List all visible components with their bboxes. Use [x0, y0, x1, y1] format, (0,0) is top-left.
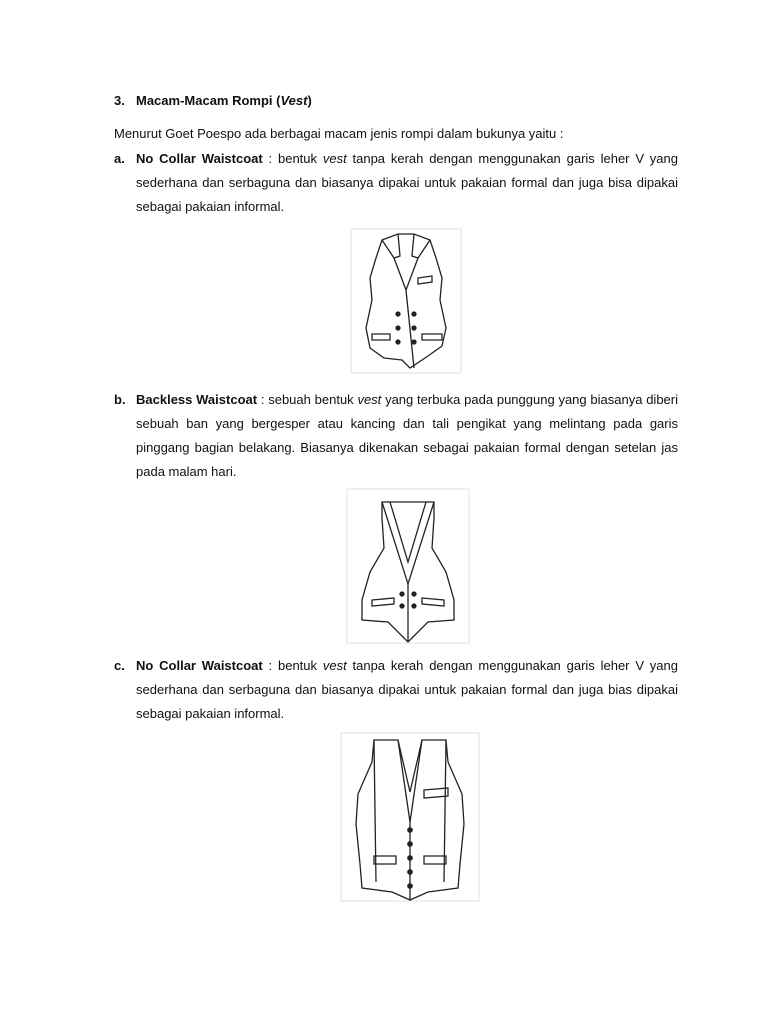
list-item-text	[136, 388, 678, 484]
list-marker: c.	[114, 658, 125, 673]
item-italic: vest	[357, 392, 382, 407]
item-term: Backless Waistcoat	[136, 392, 258, 407]
item-term: No Collar Waistcoat	[136, 658, 263, 673]
section-number: 3.	[114, 93, 125, 108]
item-rest: yang terbuka pada punggung yang biasanya diberi sebuah ban yang bergesper atau kancing dan tali pengikat yang melintang pada garis pinggang bagian belakang. Biasanya dikenakan sebagai pakaian formal dengan setelan jas pada malam hari.	[136, 392, 678, 479]
list-item-b	[114, 388, 678, 484]
item-italic: vest	[322, 658, 347, 673]
item-sep: : bentuk	[262, 658, 323, 673]
list-item-a	[114, 147, 678, 219]
item-rest: tanpa kerah dengan menggunakan garis leher V yang sederhana dan serbaguna dan biasanya dipakai untuk pakaian formal dan juga bias dipakai sebagai pakaian informal.	[136, 658, 679, 721]
section-title-start: Macam-Macam Rompi (	[136, 93, 281, 108]
list-item-text	[136, 147, 678, 219]
vest-backless-illustration	[346, 488, 470, 644]
list-marker: a.	[114, 151, 125, 166]
section-heading	[114, 93, 312, 108]
list-item-c	[114, 654, 678, 726]
item-term: No Collar Waistcoat	[136, 151, 263, 166]
section-title-italic: Vest	[280, 93, 308, 108]
intro-paragraph: Menurut Goet Poespo ada berbagai macam jenis rompi dalam bukunya yaitu :	[114, 126, 564, 141]
vest-lapel-double-breasted-illustration	[350, 228, 462, 374]
item-sep: : bentuk	[262, 151, 323, 166]
vest-single-breasted-illustration	[340, 732, 480, 902]
list-item-text	[136, 654, 678, 726]
item-sep: : sebuah bentuk	[257, 392, 358, 407]
item-rest: tanpa kerah dengan menggunakan garis leher V yang sederhana dan serbaguna dan biasanya dipakai untuk pakaian formal dan juga bisa dipakai sebagai pakaian informal.	[136, 151, 679, 214]
item-italic: vest	[322, 151, 347, 166]
section-title-end: )	[307, 93, 312, 108]
list-marker: b.	[114, 392, 126, 407]
